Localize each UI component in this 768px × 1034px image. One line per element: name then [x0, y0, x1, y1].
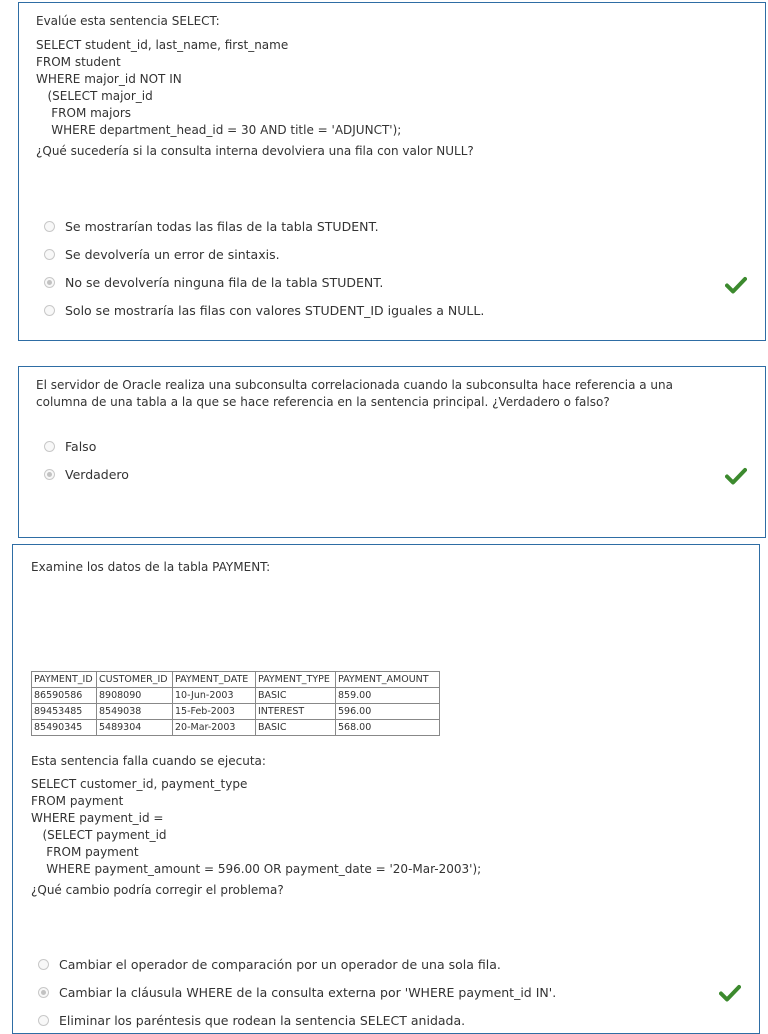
- radio-button[interactable]: [44, 249, 55, 260]
- table-cell: 10-Jun-2003: [173, 688, 256, 704]
- table-cell: BASIC: [256, 688, 336, 704]
- question-1-text: [36, 13, 474, 160]
- correct-check-icon: [719, 984, 741, 1002]
- table-cell: 86590586: [32, 688, 97, 704]
- sql-line: WHERE major_id NOT IN: [36, 72, 182, 86]
- question-card-2: [18, 366, 766, 538]
- question-2-text: [36, 377, 673, 411]
- answer-option-selected[interactable]: [44, 460, 129, 488]
- answer-label: Falso: [65, 438, 97, 454]
- sql-line: WHERE payment_amount = 596.00 OR payment_date = '20-Mar-2003');: [31, 862, 482, 876]
- question-3-intro: Examine los datos de la tabla PAYMENT:: [31, 560, 271, 574]
- question-2-options: [44, 432, 129, 488]
- sql-line: FROM payment: [31, 794, 124, 808]
- sql-line: (SELECT major_id: [36, 89, 153, 103]
- question-3-text: [31, 753, 481, 899]
- column-header: PAYMENT_ID: [32, 672, 97, 688]
- radio-button[interactable]: [44, 441, 55, 452]
- table-cell: 15-Feb-2003: [173, 704, 256, 720]
- question-3-options: [38, 950, 556, 1034]
- radio-button[interactable]: [44, 221, 55, 232]
- sql-line: FROM student: [36, 55, 121, 69]
- sql-line: FROM payment: [31, 845, 139, 859]
- payment-table: [31, 671, 440, 736]
- table-cell: 5489304: [97, 720, 173, 736]
- column-header: CUSTOMER_ID: [97, 672, 173, 688]
- table-cell: 8549038: [97, 704, 173, 720]
- radio-button-selected[interactable]: [38, 987, 49, 998]
- question-3-statement-intro: Esta sentencia falla cuando se ejecuta:: [31, 754, 266, 768]
- answer-option[interactable]: [38, 1006, 556, 1034]
- answer-label: Solo se mostraría las filas con valores STUDENT_ID iguales a NULL.: [65, 302, 485, 318]
- sql-line: FROM majors: [36, 106, 132, 120]
- answer-label: Eliminar los paréntesis que rodean la sentencia SELECT anidada.: [59, 1012, 466, 1028]
- table-cell: 20-Mar-2003: [173, 720, 256, 736]
- answer-option-selected[interactable]: [38, 978, 556, 1006]
- table-row: [32, 704, 440, 720]
- table-row: [32, 688, 440, 704]
- answer-option[interactable]: [44, 212, 484, 240]
- sql-line: WHERE department_head_id = 30 AND title = 'ADJUNCT');: [36, 123, 402, 137]
- sql-line: (SELECT payment_id: [31, 828, 167, 842]
- table-cell: BASIC: [256, 720, 336, 736]
- correct-check-icon: [725, 276, 747, 294]
- answer-option[interactable]: [44, 240, 484, 268]
- question-1-question: ¿Qué sucedería si la consulta interna devolviera una fila con valor NULL?: [36, 144, 474, 158]
- radio-button-selected[interactable]: [44, 277, 55, 288]
- column-header: PAYMENT_AMOUNT: [336, 672, 440, 688]
- question-1-options: [44, 212, 484, 324]
- answer-option[interactable]: [44, 432, 129, 460]
- radio-button-selected[interactable]: [44, 469, 55, 480]
- question-3-question: ¿Qué cambio podría corregir el problema?: [31, 883, 284, 897]
- answer-label: Cambiar el operador de comparación por un operador de una sola fila.: [59, 956, 501, 972]
- column-header: PAYMENT_TYPE: [256, 672, 336, 688]
- question-2-line: El servidor de Oracle realiza una subconsulta correlacionada cuando la subconsulta hace referencia a una: [36, 378, 673, 392]
- answer-option[interactable]: [44, 296, 484, 324]
- table-row: [32, 720, 440, 736]
- answer-option[interactable]: [38, 950, 556, 978]
- answer-option-selected[interactable]: [44, 268, 484, 296]
- table-cell: 85490345: [32, 720, 97, 736]
- sql-line: WHERE payment_id =: [31, 811, 164, 825]
- question-2-line: columna de una tabla a la que se hace referencia en la sentencia principal. ¿Verdadero o falso?: [36, 395, 610, 409]
- table-cell: 8908090: [97, 688, 173, 704]
- question-card-1: [18, 2, 766, 341]
- answer-label: Verdadero: [65, 466, 129, 482]
- table-cell: 89453485: [32, 704, 97, 720]
- table-cell: INTEREST: [256, 704, 336, 720]
- sql-line: SELECT customer_id, payment_type: [31, 777, 248, 791]
- answer-label: Se devolvería un error de sintaxis.: [65, 246, 280, 262]
- radio-button[interactable]: [38, 959, 49, 970]
- radio-button[interactable]: [44, 305, 55, 316]
- table-cell: 859.00: [336, 688, 440, 704]
- answer-label: No se devolvería ninguna fila de la tabla STUDENT.: [65, 274, 384, 290]
- answer-label: Cambiar la cláusula WHERE de la consulta externa por 'WHERE payment_id IN'.: [59, 984, 557, 1000]
- question-1-prompt: Evalúe esta sentencia SELECT:: [36, 14, 220, 28]
- question-card-3: [12, 544, 760, 1034]
- answer-label: Se mostrarían todas las filas de la tabla STUDENT.: [65, 218, 379, 234]
- table-header-row: [32, 672, 440, 688]
- column-header: PAYMENT_DATE: [173, 672, 256, 688]
- table-cell: 596.00: [336, 704, 440, 720]
- sql-line: SELECT student_id, last_name, first_name: [36, 38, 289, 52]
- table-cell: 568.00: [336, 720, 440, 736]
- correct-check-icon: [725, 467, 747, 485]
